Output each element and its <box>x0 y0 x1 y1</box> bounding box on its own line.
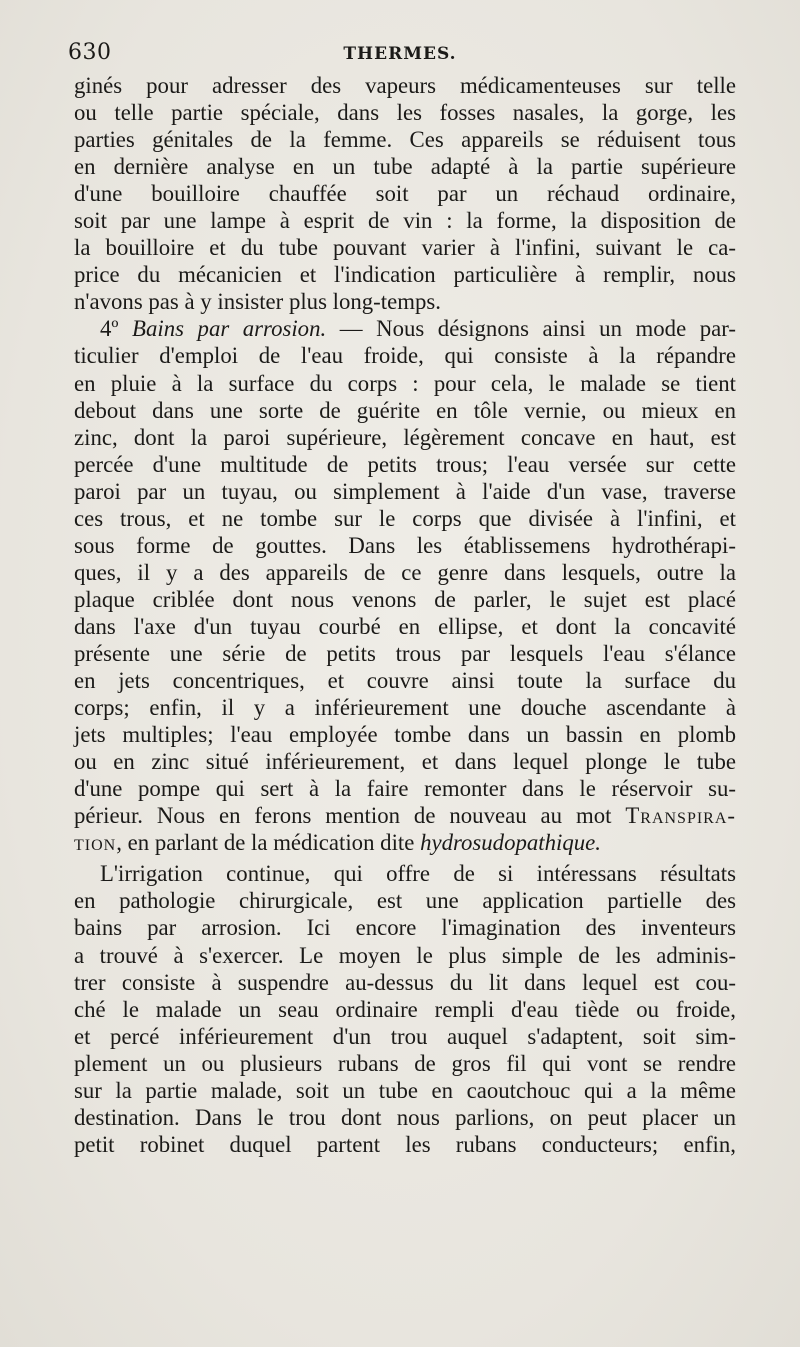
text-line <box>74 829 736 856</box>
page-number: 630 <box>68 40 112 65</box>
body-text <box>74 72 736 1158</box>
text-line: sous forme de gouttes. Dans les établissemens hydrothérapi- <box>74 532 736 558</box>
text-line <box>74 802 736 829</box>
text-line: présente une série de petits trous par lesquels l'eau s'élance <box>74 640 736 666</box>
text-line: parties génitales de la femme. Ces appareils se réduisent tous <box>74 127 736 153</box>
text-line: et percé inférieurement d'un trou auquel s'adaptent, soit sim- <box>74 1023 736 1049</box>
running-title: THERMES. <box>343 44 457 64</box>
text-line: destination. Dans le trou dont nous parlions, on peut placer un <box>74 1104 736 1130</box>
section-heading: Bains par arrosion. <box>132 316 327 342</box>
text-line: en pathologie chirurgicale, est une application partielle des <box>74 888 736 914</box>
section-numeral: 4º <box>100 316 119 342</box>
text-line: n'avons pas à y insister plus long-temps. <box>74 289 441 315</box>
text-line: ché le malade un seau ordinaire rempli d'eau tiède ou froide, <box>74 996 736 1022</box>
text-line: paroi par un tuyau, ou simplement à l'aide d'un vase, traverse <box>74 478 736 504</box>
text-line: zinc, dont la paroi supérieure, légèrement concave en haut, est <box>74 424 736 450</box>
text-line: jets multiples; l'eau employée tombe dans un bassin en plomb <box>74 722 736 748</box>
paragraph-2 <box>74 315 736 856</box>
text-line: sur la partie malade, soit un tube en caoutchouc qui a la même <box>74 1077 736 1103</box>
text-line: debout dans une sorte de guérite en tôle vernie, ou mieux en <box>74 397 736 423</box>
text-line: plaque criblée dont nous venons de parler, le sujet est placé <box>74 586 736 612</box>
cross-reference-term-end: tion <box>74 830 117 856</box>
section-first-line <box>74 315 736 342</box>
text-line: L'irrigation continue, qui offre de si intéressans résultats <box>100 861 736 887</box>
text-line: plement un ou plusieurs rubans de gros fil qui vont se rendre <box>74 1050 736 1076</box>
text-line: trer consiste à suspendre au-dessus du lit dans lequel est cou- <box>74 969 736 995</box>
section-first-line-text: — Nous désignons ainsi un mode par- <box>326 316 736 342</box>
text-line: price du mécanicien et l'indication particulière à remplir, nous <box>74 262 736 288</box>
text-line: la bouilloire et du tube pouvant varier à l'infini, suivant le ca- <box>74 235 736 261</box>
text-line: a trouvé à s'exercer. Le moyen le plus simple de les adminis- <box>74 942 736 968</box>
text-line: petit robinet duquel partent les rubans conducteurs; enfin, <box>74 1131 736 1157</box>
text-segment: , en parlant de la médication dite <box>116 830 421 856</box>
text-line: ticulier d'emploi de l'eau froide, qui consiste à la répandre <box>74 343 736 369</box>
text-line: en pluie à la surface du corps : pour cela, le malade se tient <box>74 370 736 396</box>
text-line: ou en zinc situé inférieurement, et dans lequel plonge le tube <box>74 749 736 775</box>
text-line: bains par arrosion. Ici encore l'imagination des inventeurs <box>74 915 736 941</box>
text-line: dans l'axe d'un tuyau courbé en ellipse, et dont la concavité <box>74 613 736 639</box>
text-line: d'une pompe qui sert à la faire remonter dans le réservoir su- <box>74 776 736 802</box>
page-header <box>68 40 732 74</box>
text-line: soit par une lampe à esprit de vin : la forme, la disposition de <box>74 208 736 234</box>
text-line: ques, il y a des appareils de ce genre dans lesquels, outre la <box>74 559 736 585</box>
paragraph-1 <box>74 72 736 315</box>
text-line: ou telle partie spéciale, dans les fosses nasales, la gorge, les <box>74 100 736 126</box>
text-line: d'une bouilloire chauffée soit par un réchaud ordinaire, <box>74 181 736 207</box>
cross-reference-term: Transpira- <box>625 803 736 829</box>
text-line: ces trous, et ne tombe sur le corps que divisée à l'infini, et <box>74 505 736 531</box>
text-line: en dernière analyse en un tube adapté à la partie supérieure <box>74 154 736 180</box>
text-line: en jets concentriques, et couvre ainsi toute la surface du <box>74 668 736 694</box>
italic-term: hydrosudopathique. <box>420 830 601 856</box>
text-line: corps; enfin, il y a inférieurement une douche ascendante à <box>74 695 736 721</box>
text-line: ginés pour adresser des vapeurs médicamenteuses sur telle <box>74 73 736 98</box>
paragraph-3 <box>74 860 736 1158</box>
text-segment: périeur. Nous en ferons mention de nouveau au mot <box>74 803 626 829</box>
text-line: percée d'une multitude de petits trous; l'eau versée sur cette <box>74 451 736 477</box>
